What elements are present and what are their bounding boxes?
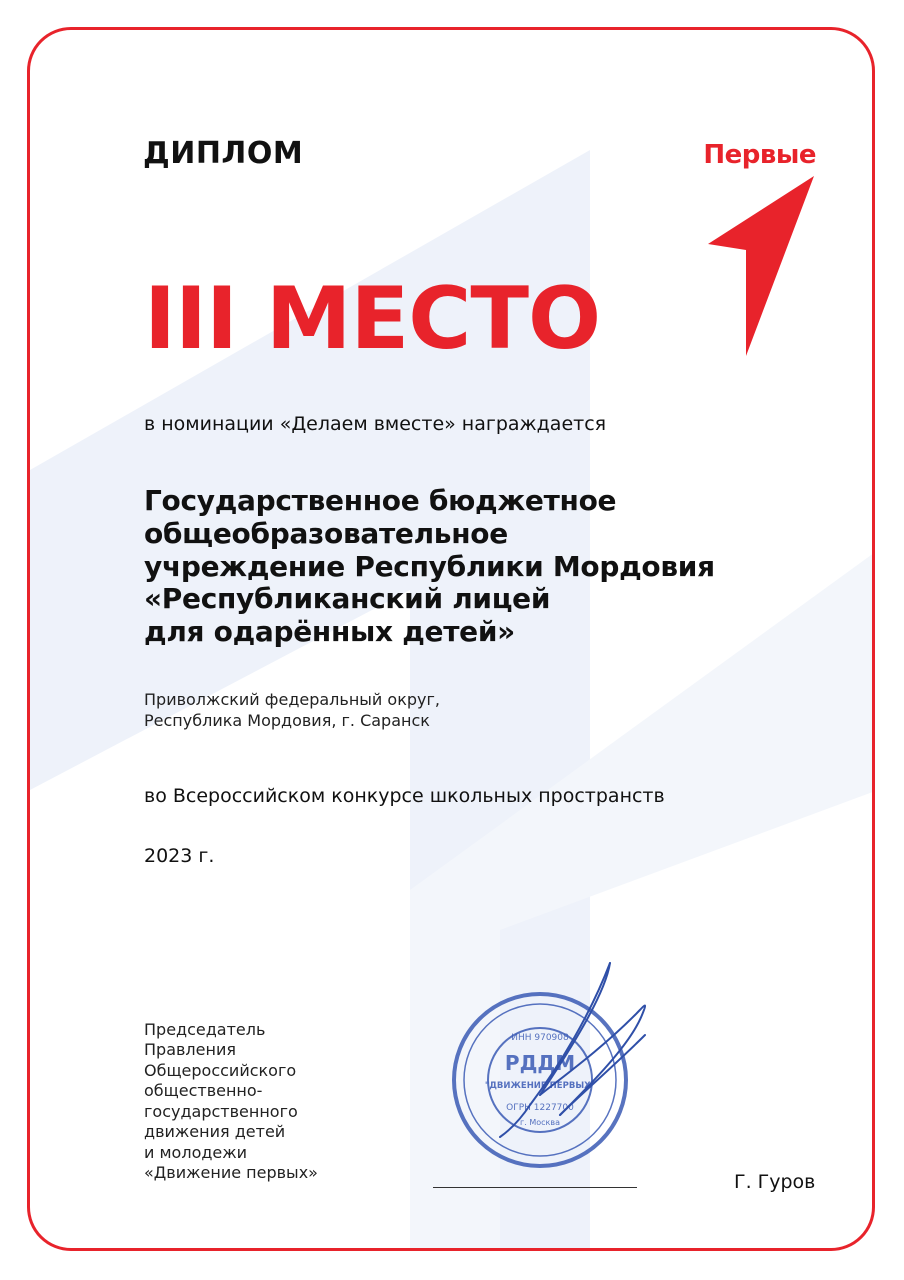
organization-name: [144, 485, 844, 649]
year-text: 2023 г.: [144, 845, 215, 867]
signer-name: Г. Гуров: [734, 1171, 816, 1193]
chairman-line: «Движение первых»: [144, 1163, 318, 1183]
nomination-text: в номинации «Делаем вместе» награждается: [144, 413, 607, 435]
chairman-line: государственного: [144, 1101, 298, 1121]
organization-line: «Республиканский лицей: [144, 582, 551, 616]
competition-text: во Всероссийском конкурсе школьных пространств: [144, 785, 665, 807]
diploma-title: ДИПЛОМ: [143, 136, 304, 171]
chairman-line: Правления: [144, 1040, 236, 1060]
region-line: Республика Мордовия, г. Саранск: [144, 710, 430, 730]
organization-line: для одарённых детей»: [144, 615, 515, 648]
place-heading: III МЕСТО: [144, 269, 601, 369]
chairman-title: [144, 1020, 318, 1184]
chairman-line: и молодежи: [144, 1142, 248, 1162]
signature: [470, 955, 670, 1155]
chairman-line: Председатель: [144, 1020, 266, 1039]
brand-logo-icon: [702, 172, 816, 362]
organization-line: учреждение Республики Мордовия: [144, 549, 715, 583]
stamp-sub-text: "ДВИЖЕНИЕ ПЕРВЫХ": [484, 1081, 596, 1091]
organization-line: общеобразовательное: [144, 516, 508, 550]
stamp-ogrn: ОГРН 1227700: [506, 1103, 574, 1113]
region-text: [144, 690, 440, 732]
chairman-line: Общероссийского: [144, 1060, 297, 1080]
organization-line: Государственное бюджетное: [144, 484, 617, 517]
stamp-city: г. Москва: [520, 1118, 560, 1127]
chairman-line: общественно-: [144, 1081, 263, 1101]
diploma-frame: [27, 27, 875, 1251]
region-line: Приволжский федеральный округ,: [144, 690, 440, 709]
signature-line: [433, 1187, 637, 1188]
stamp-center-text: РДДМ: [504, 1051, 576, 1075]
stamp-inn: ИНН 970908: [511, 1033, 569, 1043]
chairman-line: движения детей: [144, 1122, 286, 1142]
brand-logo-text: Первые: [703, 140, 816, 170]
